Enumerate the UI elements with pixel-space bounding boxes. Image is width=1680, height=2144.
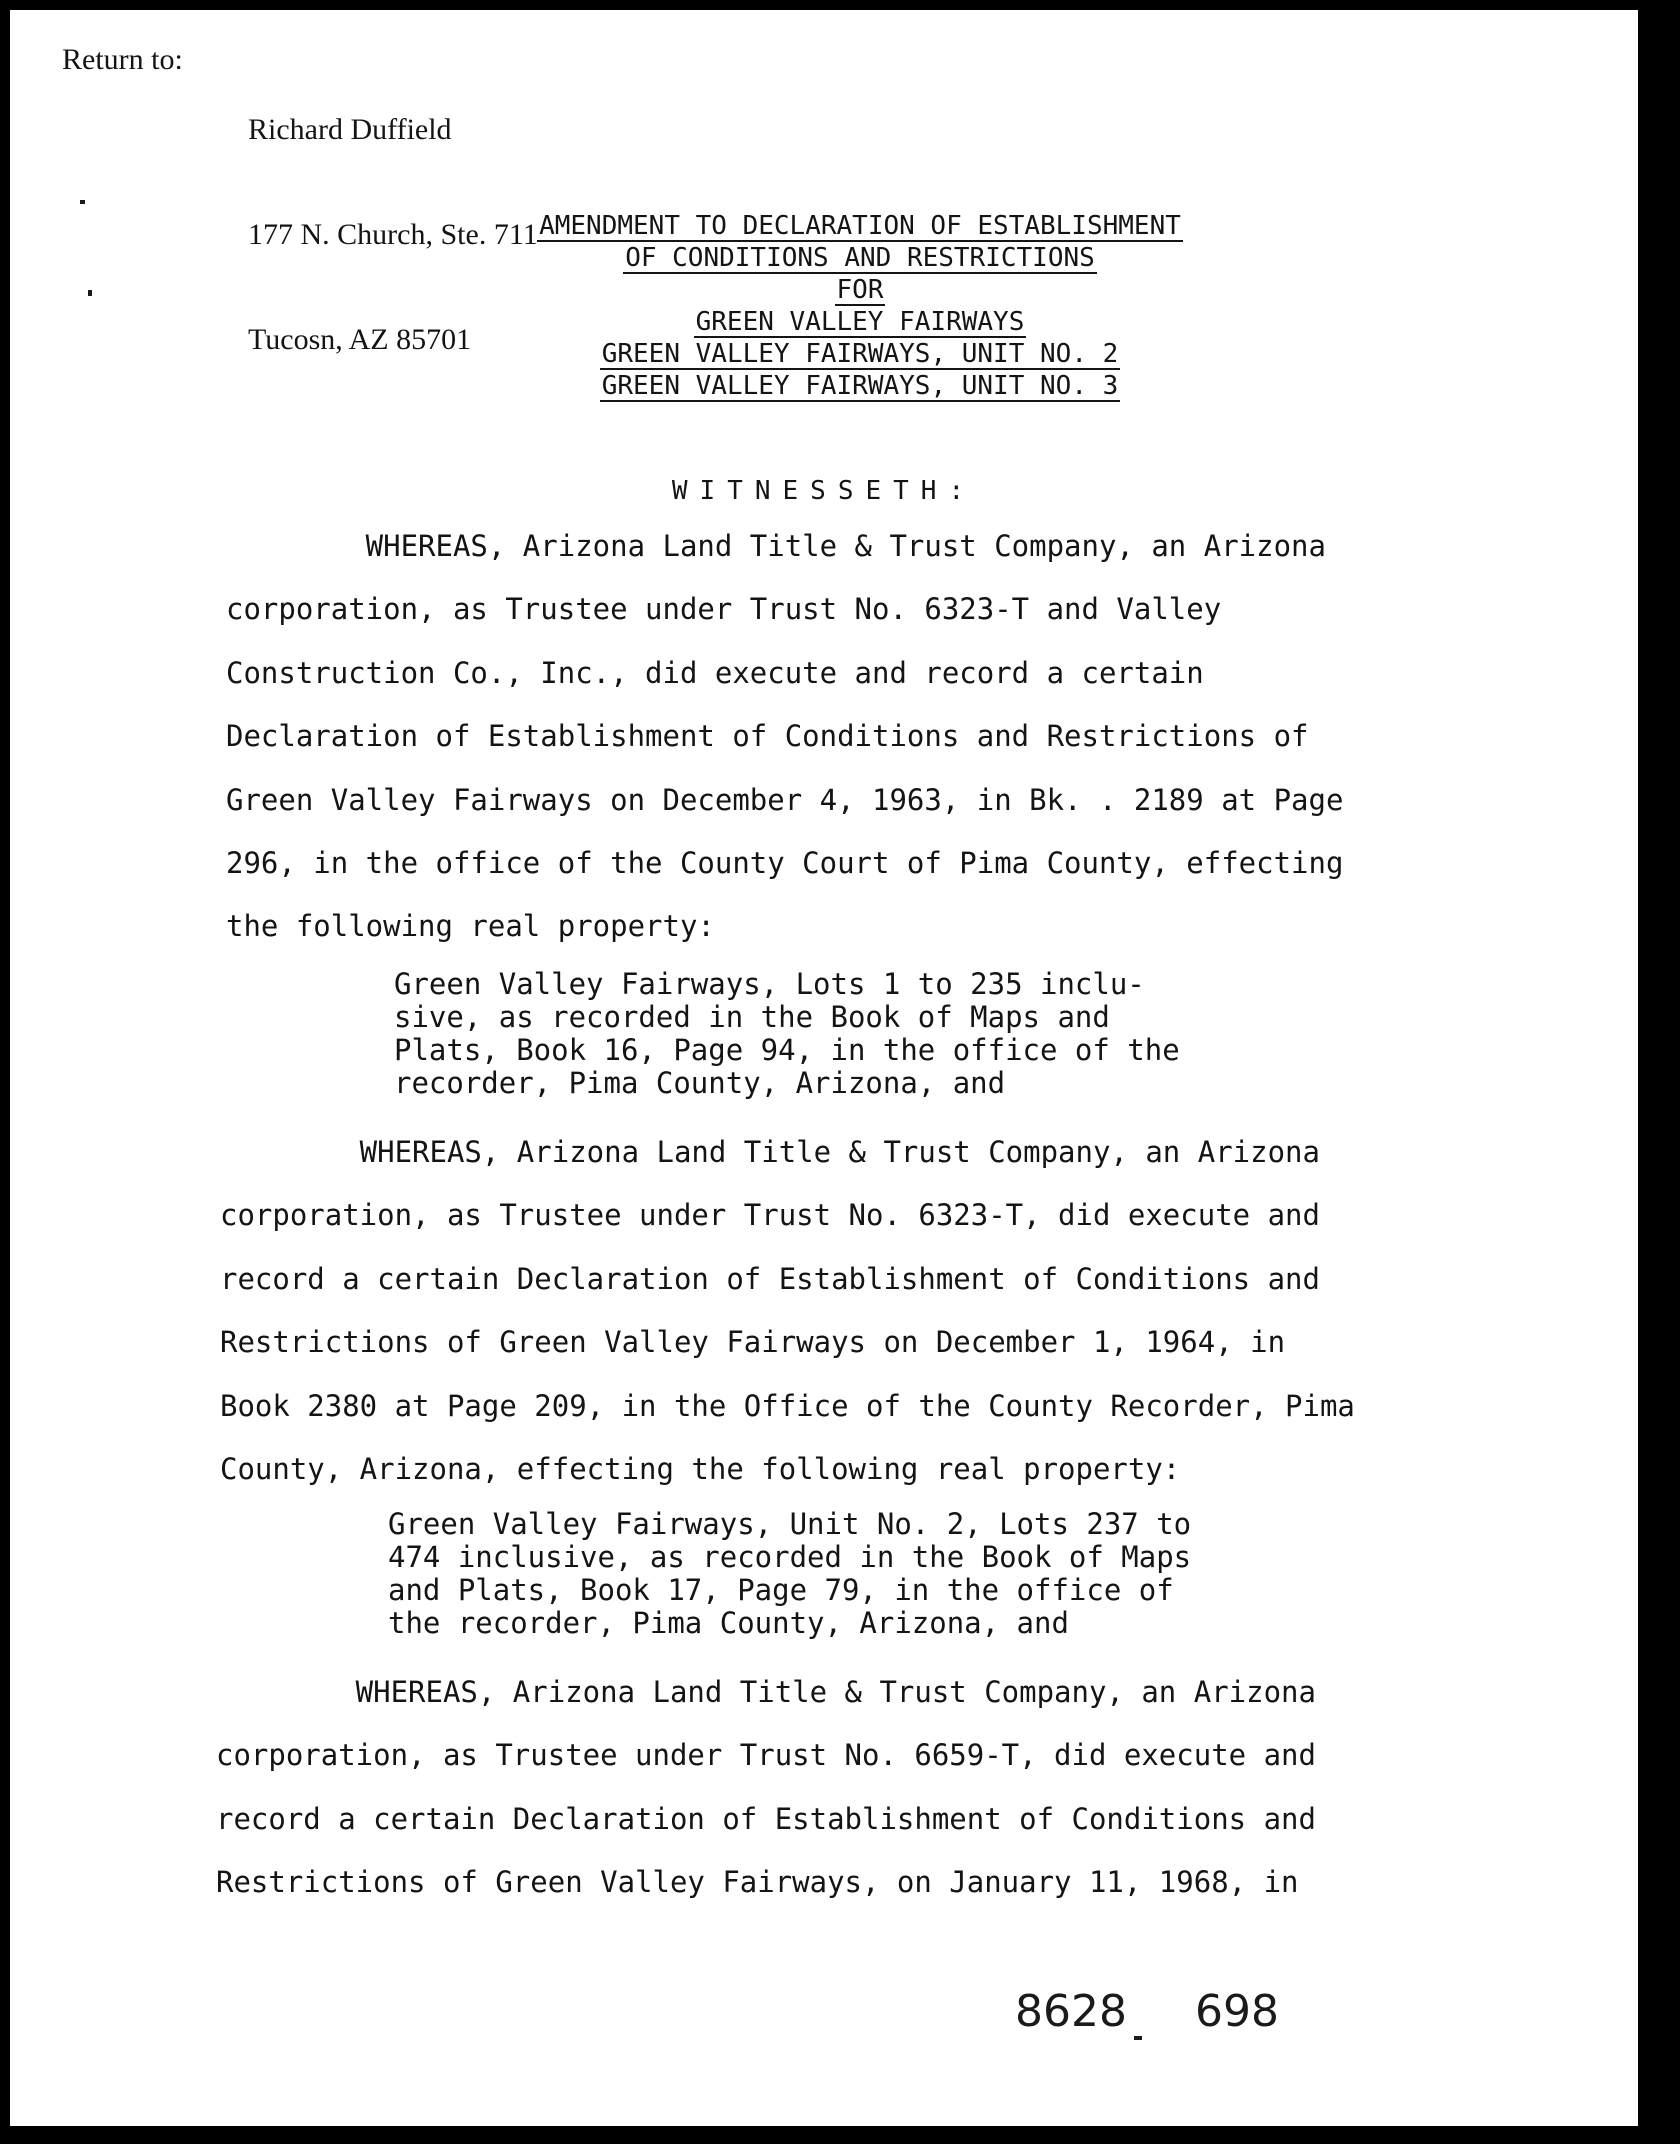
property-description-1 bbox=[394, 968, 1180, 1100]
book-page-number bbox=[1015, 1986, 1279, 2037]
scan-speck bbox=[1134, 2036, 1142, 2040]
paragraph-line: Green Valley Fairways on December 4, 1963, in Bk. . 2189 at Page bbox=[226, 782, 1344, 817]
property-line: Green Valley Fairways, Lots 1 to 235 inclu- bbox=[394, 967, 1145, 1001]
document-title bbox=[450, 210, 1270, 402]
property-line: 474 inclusive, as recorded in the Book of Maps bbox=[388, 1540, 1192, 1574]
title-line: FOR bbox=[836, 275, 884, 305]
paragraph-line: Restrictions of Green Valley Fairways on December 1, 1964, in bbox=[220, 1325, 1286, 1360]
paragraph-line: WHEREAS, Arizona Land Title & Trust Company, an Arizona bbox=[216, 1675, 1316, 1709]
document-page bbox=[10, 10, 1638, 2126]
property-line: and Plats, Book 17, Page 79, in the office of bbox=[388, 1573, 1174, 1607]
property-line: recorder, Pima County, Arizona, and bbox=[394, 1066, 1006, 1100]
property-line: the recorder, Pima County, Arizona, and bbox=[388, 1606, 1069, 1640]
page-number-value: 698 bbox=[1194, 1986, 1279, 2037]
property-line: Plats, Book 16, Page 94, in the office of the bbox=[394, 1033, 1180, 1067]
paragraph-line: the following real property: bbox=[226, 909, 715, 944]
scan-speck bbox=[88, 290, 92, 296]
witnesseth-heading: WITNESSETH: bbox=[671, 476, 977, 506]
property-line: Green Valley Fairways, Unit No. 2, Lots 237 to bbox=[388, 1507, 1192, 1541]
property-description-2 bbox=[388, 1508, 1191, 1640]
whereas-paragraph-1 bbox=[226, 526, 1343, 970]
paragraph-line: Book 2380 at Page 209, in the Office of the County Recorder, Pima bbox=[220, 1388, 1355, 1423]
return-address-line-1: 177 N. Church, Ste. 711 bbox=[248, 218, 538, 251]
title-line: OF CONDITIONS AND RESTRICTIONS bbox=[625, 243, 1095, 273]
return-name: Richard Duffield bbox=[248, 113, 452, 146]
return-address-line-2: Tucosn, AZ 85701 bbox=[248, 323, 472, 356]
paragraph-line: WHEREAS, Arizona Land Title & Trust Company, an Arizona bbox=[220, 1135, 1320, 1169]
return-to-label: Return to: bbox=[62, 43, 183, 76]
paragraph-line: corporation, as Trustee under Trust No. 6659-T, did execute and bbox=[216, 1738, 1316, 1773]
paragraph-line: Declaration of Establishment of Conditions and Restrictions of bbox=[226, 719, 1309, 754]
title-line: GREEN VALLEY FAIRWAYS, UNIT NO. 2 bbox=[601, 339, 1119, 369]
paragraph-line: corporation, as Trustee under Trust No. 6323-T and Valley bbox=[226, 592, 1222, 627]
title-line: GREEN VALLEY FAIRWAYS, UNIT NO. 3 bbox=[601, 371, 1119, 401]
title-line: AMENDMENT TO DECLARATION OF ESTABLISHMENT bbox=[539, 211, 1181, 241]
paragraph-line: corporation, as Trustee under Trust No. 6323-T, did execute and bbox=[220, 1198, 1320, 1233]
title-line: GREEN VALLEY FAIRWAYS bbox=[695, 307, 1025, 337]
paragraph-line: WHEREAS, Arizona Land Title & Trust Company, an Arizona bbox=[226, 529, 1326, 563]
whereas-paragraph-3 bbox=[216, 1672, 1316, 1926]
paragraph-line: Restrictions of Green Valley Fairways, on January 11, 1968, in bbox=[216, 1865, 1299, 1900]
paragraph-line: record a certain Declaration of Establishment of Conditions and bbox=[220, 1261, 1320, 1296]
book-number: 8628 bbox=[1015, 1986, 1127, 2037]
property-line: sive, as recorded in the Book of Maps and bbox=[394, 1000, 1110, 1034]
whereas-paragraph-2 bbox=[220, 1132, 1355, 1512]
paragraph-line: Construction Co., Inc., did execute and record a certain bbox=[226, 655, 1204, 690]
paragraph-line: 296, in the office of the County Court of Pima County, effecting bbox=[226, 845, 1344, 880]
paragraph-line: County, Arizona, effecting the following real property: bbox=[220, 1451, 1181, 1486]
scan-speck bbox=[80, 200, 85, 204]
paragraph-line: record a certain Declaration of Establishment of Conditions and bbox=[216, 1801, 1316, 1836]
